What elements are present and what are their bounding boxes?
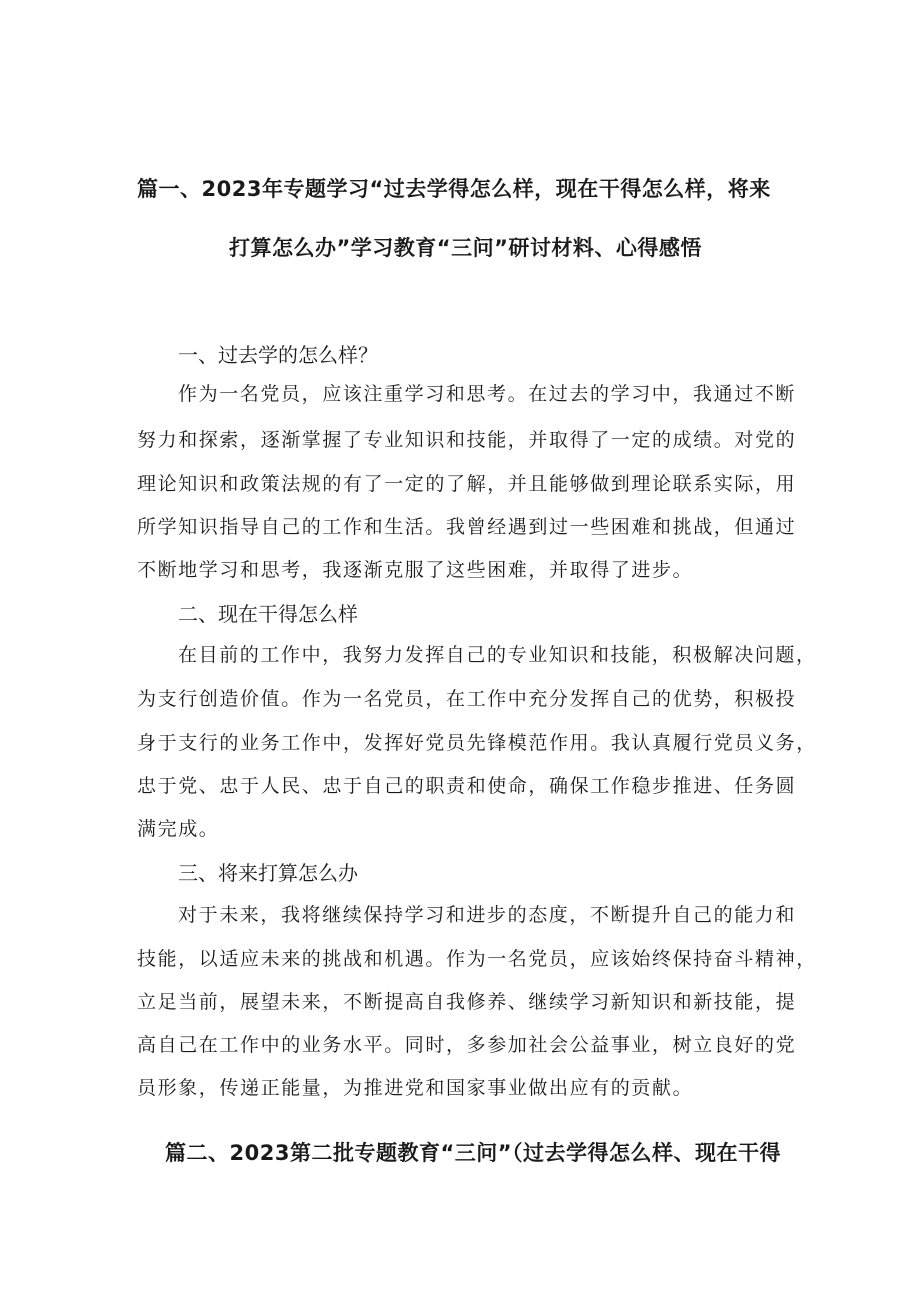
section-3-line: 员形象，传递正能量，为推进党和国家事业做出应有的贡献。 bbox=[137, 1077, 694, 1099]
article-1-title-line-2: 打算怎么办”学习教育“三问”研讨材料、心得感悟 bbox=[229, 236, 702, 260]
section-3-heading: 三、将来打算怎么办 bbox=[178, 861, 358, 885]
section-1-heading: 一、过去学的怎么样？ bbox=[178, 343, 378, 367]
section-2-line: 满完成。 bbox=[137, 818, 220, 840]
section-1-line: 理论知识和政策法规的有了一定的了解，并且能够做到理论联系实际，用 bbox=[137, 473, 797, 495]
section-3-line: 高自己在工作中的业务水平。同时，多参加社会公益事业，树立良好的党 bbox=[137, 1034, 797, 1056]
section-3-line: 技能，以适应未来的挑战和机遇。作为一名党员，应该始终保持奋斗精神， bbox=[137, 948, 817, 970]
article-2-title-line-1: 篇二、2023第二批专题教育“三问”（过去学得怎么样、现在干得 bbox=[165, 1141, 782, 1165]
section-1-line: 努力和探索，逐渐掌握了专业知识和技能，并取得了一定的成绩。对党的 bbox=[137, 429, 797, 451]
section-1-line: 作为一名党员，应该注重学习和思考。在过去的学习中，我通过不断 bbox=[178, 383, 797, 405]
article-1-title-line-1: 篇一、2023年专题学习“过去学得怎么样，现在干得怎么样，将来 bbox=[137, 177, 771, 201]
section-2-heading: 二、现在干得怎么样 bbox=[178, 602, 358, 626]
section-2-line: 在目前的工作中，我努力发挥自己的专业知识和技能，积极解决问题， bbox=[178, 644, 817, 666]
section-2-line: 身于支行的业务工作中，发挥好党员先锋模范作用。我认真履行党员义务， bbox=[137, 732, 817, 754]
section-3-line: 立足当前，展望未来，不断提高自我修养、继续学习新知识和新技能，提 bbox=[137, 991, 797, 1013]
section-2-line: 为支行创造价值。作为一名党员，在工作中充分发挥自己的优势，积极投 bbox=[137, 688, 797, 710]
section-2-line: 忠于党、忠于人民、忠于自己的职责和使命，确保工作稳步推进、任务圆 bbox=[137, 775, 797, 797]
section-1-line: 不断地学习和思考，我逐渐克服了这些困难，并取得了进步。 bbox=[137, 559, 694, 581]
section-1-line: 所学知识指导自己的工作和生活。我曾经遇到过一些困难和挑战，但通过 bbox=[137, 516, 797, 538]
section-3-line: 对于未来，我将继续保持学习和进步的态度，不断提升自己的能力和 bbox=[178, 904, 797, 926]
